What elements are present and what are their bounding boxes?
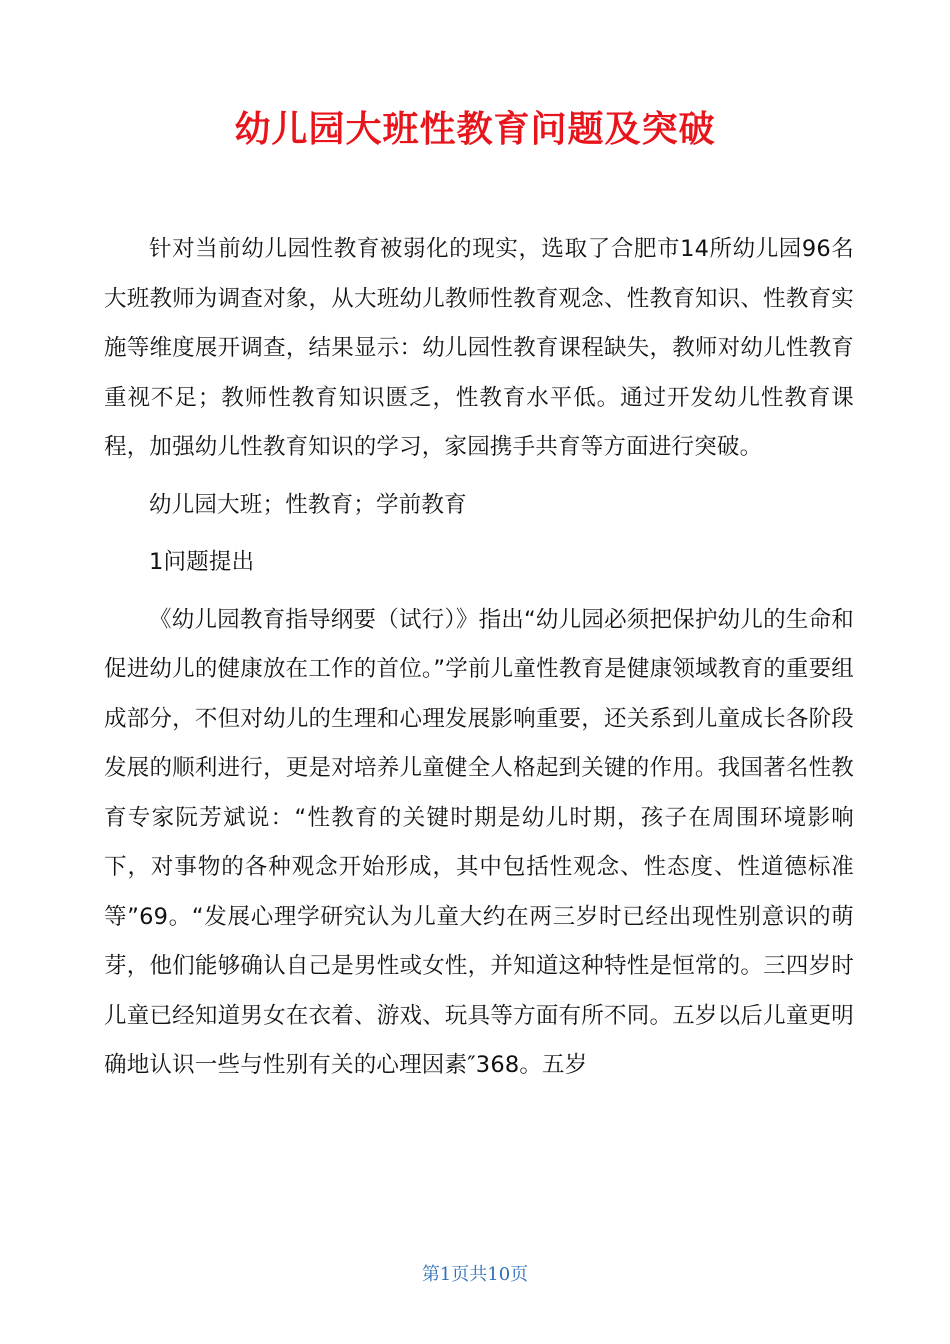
page-number-footer: 第1页共10页 <box>421 1264 529 1285</box>
section-body-paragraph: 《幼儿园教育指导纲要（试行）》指出“幼儿园必须把保护幼儿的生命和促进幼儿的健康放在工作的首位。”学前儿童性教育是健康领域教育的重要组成部分，不但对幼儿的生理和心理发展影响重要，还关系到儿童成长各阶段发展的顺利进行，更是对培养儿童健全人格起到关键的作用。我国著名性教育专家阮芳斌说：“性教育的关键时期是幼儿时期，孩子在周围环境影响下，对事物的各种观念开始形成，其中包括性观念、性态度、性道德标准等”69。“发展心理学研究认为儿童大约在两三岁时已经出现性别意识的萌芽，他们能够确认自己是男性或女性，并知道这种特性是恒常的。三四岁时儿童已经知道男女在衣着、游戏、玩具等方面有所不同。五岁以后儿童更明确地认识一些与性别有关的心理因素″368。五岁 <box>104 606 854 1078</box>
keywords-line: 幼儿园大班；性教育；学前教育 <box>149 491 467 518</box>
section-heading: 1问题提出 <box>149 549 255 575</box>
document-title: 幼儿园大班性教育问题及突破 <box>234 109 716 150</box>
document-body <box>104 225 854 1091</box>
abstract-paragraph: 针对当前幼儿园性教育被弱化的现实，选取了合肥市14所幼儿园96名大班教师为调查对象，从大班幼儿教师性教育观念、性教育知识、性教育实施等维度展开调查，结果显示：幼儿园性教育课程缺失，教师对幼儿性教育重视不足；教师性教育知识匮乏，性教育水平低。通过开发幼儿性教育课程，加强幼儿性教育知识的学习，家园携手共育等方面进行突破。 <box>104 236 854 460</box>
